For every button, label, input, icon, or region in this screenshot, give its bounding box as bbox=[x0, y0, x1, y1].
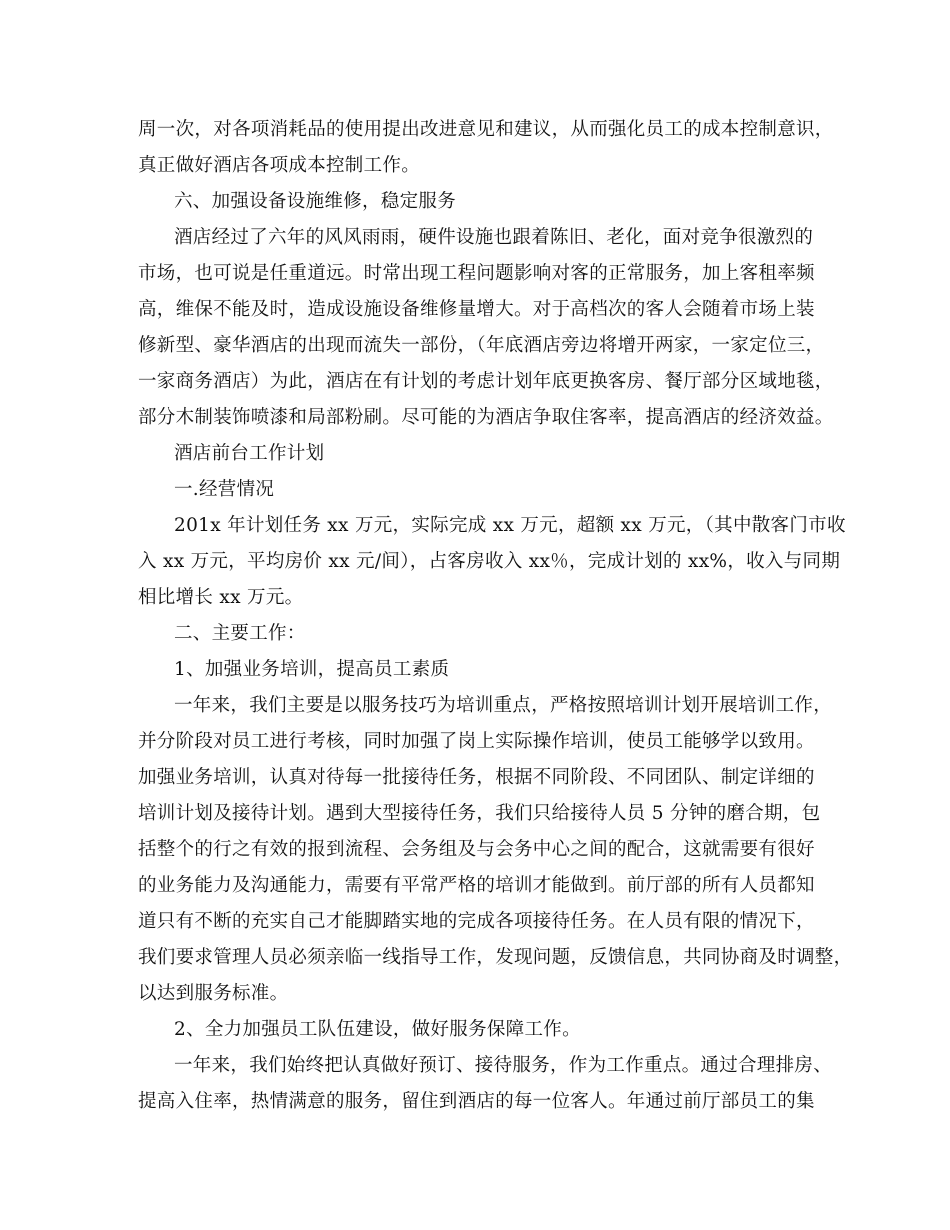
text-line: 入 xx 万元，平均房价 xx 元/间），占客房收入 xx％，完成计划的 xx%，收入与同期 bbox=[138, 551, 841, 572]
text-line: 加强业务培训，认真对待每一批接待任务，根据不同阶段、不同团队、制定详细的 bbox=[138, 767, 815, 788]
text-line: 市场，也可说是任重道远。时常出现工程问题影响对客的正常服务，加上客租率频 bbox=[138, 263, 815, 284]
section-heading: 一.经营情况 bbox=[174, 479, 275, 500]
text-line: 并分阶段对员工进行考核，同时加强了岗上实际操作培训，使员工能够学以致用。 bbox=[138, 731, 815, 752]
section-heading: 二、主要工作： bbox=[174, 623, 306, 644]
text-line: 道只有不断的充实自己才能脚踏实地的完成各项接待任务。在人员有限的情况下， bbox=[138, 911, 815, 932]
text-line: 相比增长 xx 万元。 bbox=[138, 587, 304, 608]
text-line: 一家商务酒店）为此，酒店在有计划的考虑计划年底更换客房、餐厅部分区域地毯， bbox=[138, 371, 834, 392]
text-line: 201x 年计划任务 xx 万元，实际完成 xx 万元，超额 xx 万元，（其中散客门市收 bbox=[174, 515, 846, 536]
text-line: 我们要求管理人员必须亲临一线指导工作，发现问题，反馈信息，共同协商及时调整， bbox=[138, 947, 853, 968]
text-line: 括整个的行之有效的报到流程、会务组及与会务中心之间的配合，这就需要有很好 bbox=[138, 839, 815, 860]
subsection-heading: 1、加强业务培训，提高员工素质 bbox=[174, 659, 450, 680]
text-line: 酒店经过了六年的风风雨雨，硬件设施也跟着陈旧、老化，面对竞争很激烈的 bbox=[174, 227, 814, 248]
text-line: 高，维保不能及时，造成设施设备维修量增大。对于高档次的客人会随着市场上装 bbox=[138, 299, 815, 320]
text-line: 一年来，我们始终把认真做好预订、接待服务，作为工作重点。通过合理排房、 bbox=[174, 1055, 833, 1076]
subsection-heading: 2、全力加强员工队伍建设，做好服务保障工作。 bbox=[174, 1019, 581, 1040]
document-title: 酒店前台工作计划 bbox=[174, 443, 325, 464]
text-line: 一年来，我们主要是以服务技巧为培训重点，严格按照培训计划开展培训工作， bbox=[174, 695, 833, 716]
text-line: 提高入住率，热情满意的服务，留住到酒店的每一位客人。年通过前厅部员工的集 bbox=[138, 1091, 815, 1112]
text-line: 部分木制装饰喷漆和局部粉刷。尽可能的为酒店争取住客率，提高酒店的经济效益。 bbox=[138, 407, 834, 428]
text-line: 周一次，对各项消耗品的使用提出改进意见和建议，从而强化员工的成本控制意识， bbox=[138, 119, 834, 140]
text-line: 的业务能力及沟通能力，需要有平常严格的培训才能做到。前厅部的所有人员都知 bbox=[138, 875, 815, 896]
text-line: 以达到服务标准。 bbox=[138, 983, 289, 1004]
text-line: 真正做好酒店各项成本控制工作。 bbox=[138, 155, 421, 176]
text-line: 培训计划及接待计划。遇到大型接待任务，我们只给接待人员 5 分钟的磨合期，包 bbox=[138, 803, 821, 824]
section-heading: 六、加强设备设施维修，稳定服务 bbox=[174, 191, 457, 212]
text-line: 修新型、豪华酒店的出现而流失一部份，（年底酒店旁边将增开两家，一家定位三， bbox=[138, 335, 825, 356]
